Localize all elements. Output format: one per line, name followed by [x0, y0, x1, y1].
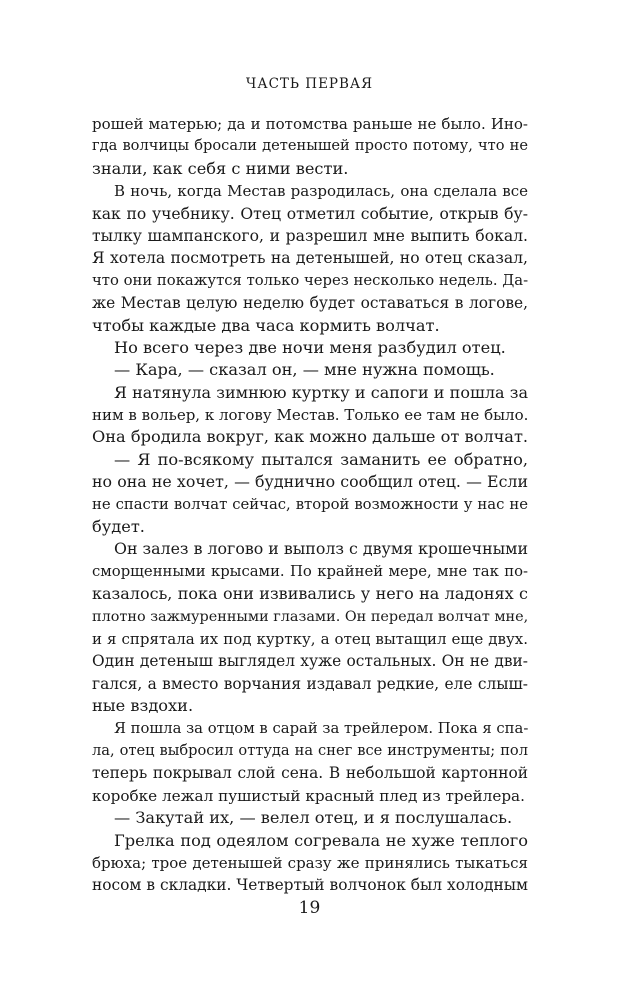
text-line: ла, отец выбросил оттуда на снег все инструменты; пол	[92, 741, 528, 759]
body-text	[92, 113, 528, 897]
text-line: носом в складки. Четвертый волчонок был холодным	[92, 876, 528, 895]
text-line: рошей матерью; да и потомства раньше не было. Ино-	[92, 115, 528, 133]
text-line: Она бродила вокруг, как можно дальше от волчат.	[92, 427, 529, 447]
text-line: Грелка под одеялом согревала не хуже теплого	[114, 830, 528, 850]
text-line: Я хотела посмотреть на детенышей, но отец сказал,	[92, 249, 528, 268]
text-line: чтобы каждые два часа кормить волчат.	[92, 315, 440, 335]
text-line: гался, а вместо ворчания издавал редкие, еле слыш-	[92, 674, 528, 693]
text-line: Я пошла за отцом в сарай за трейлером. Пока я спа-	[114, 719, 529, 737]
text-line: ним в вольер, к логову Местав. Только ее там не было.	[92, 406, 529, 425]
text-line: брюха; трое детенышей сразу же принялись тыкаться	[92, 853, 528, 872]
text-line: коробке лежал пушистый красный плед из трейлера.	[92, 786, 525, 805]
running-head: ЧАСТЬ ПЕРВАЯ	[245, 76, 374, 92]
text-line: же Местав целую неделю будет оставаться в логове,	[92, 294, 528, 313]
text-line: теперь покрывал слой сена. В небольшой картонной	[92, 764, 528, 783]
text-line: плотно зажмуренными глазами. Он передал волчат мне,	[92, 608, 529, 625]
text-line: но она не хочет, — буднично сообщил отец. — Если	[92, 472, 528, 492]
page-number: 19	[298, 898, 321, 918]
text-line: будет.	[92, 517, 145, 537]
text-line: сморщенными крысами. По крайней мере, мне так по-	[92, 562, 528, 580]
text-line: казалось, пока они извивались у него на ладонях с	[92, 584, 528, 604]
text-line: Он залез в логово и выполз с двумя крошечными	[114, 539, 528, 559]
text-line: В ночь, когда Местав разродилась, она сделала все	[114, 182, 528, 201]
text-line: как по учебнику. Отец отметил событие, открыв бу-	[92, 204, 528, 223]
text-line: гда волчицы бросали детенышей просто потому, что не	[92, 137, 528, 155]
text-line: знали, как себя с ними вести.	[92, 158, 349, 178]
text-line: Я натянула зимнюю куртку и сапоги и пошла за	[114, 382, 528, 402]
text-line: — Я по-всякому пытался заманить ее обратно,	[114, 449, 528, 469]
text-line: — Закутай их, — велел отец, и я послушалась.	[114, 808, 513, 828]
text-line: и я спрятала их под куртку, а отец вытащил еще двух.	[92, 629, 528, 648]
text-line: тылку шампанского, и разрешил мне выпить бокал.	[92, 226, 528, 245]
text-line: не спасти волчат сейчас, второй возможности у нас не	[92, 495, 528, 513]
text-line: что они покажутся только через несколько недель. Да-	[92, 271, 529, 289]
text-line: ные вздохи.	[92, 696, 194, 716]
text-line: Один детеныш выглядел хуже остальных. Он не дви-	[92, 652, 528, 671]
text-line: — Кара, — сказал он, — мне нужна помощь.	[114, 360, 495, 380]
text-line: Но всего через две ночи меня разбудил отец.	[114, 337, 506, 357]
